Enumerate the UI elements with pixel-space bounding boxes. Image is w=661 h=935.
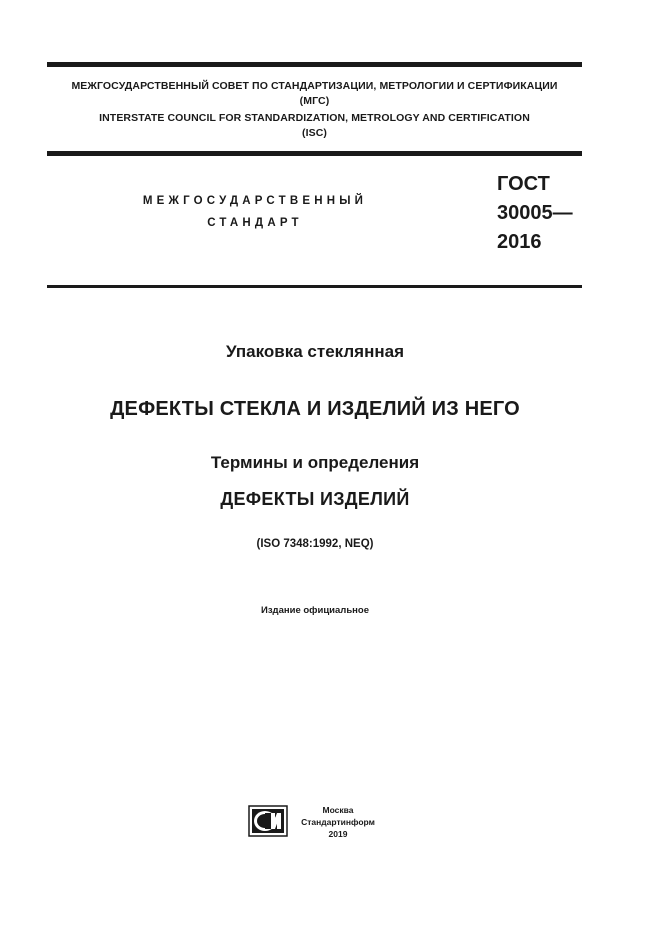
standartinform-logo-icon [248, 805, 288, 837]
standard-type [105, 190, 405, 234]
standard-type-line2: СТАНДАРТ [207, 217, 303, 229]
council-en [47, 111, 582, 141]
standard-designation [497, 170, 573, 257]
designation-year: 2016 [497, 231, 542, 253]
document-subtitle: Упаковка стеклянная [225, 342, 405, 361]
section-rule [47, 285, 582, 288]
designation-number: 30005— [497, 202, 573, 224]
document-part-title: ДЕФЕКТЫ ИЗДЕЛИЙ [220, 489, 410, 509]
council-ru-name: МЕЖГОСУДАРСТВЕННЫЙ СОВЕТ ПО СТАНДАРТИЗАЦИИ, МЕТРОЛОГИИ И СЕРТИФИКАЦИИ [71, 80, 558, 92]
iso-reference: (ISO 7348:1992, NEQ) [256, 538, 374, 550]
designation-prefix: ГОСТ [497, 173, 550, 195]
edition-label: Издание официальное [261, 605, 369, 616]
publisher-year: 2019 [328, 829, 348, 839]
publisher-block [298, 804, 378, 840]
document-title: ДЕФЕКТЫ СТЕКЛА И ИЗДЕЛИЙ ИЗ НЕГО [110, 398, 520, 420]
council-ru-abbr: (МГС) [299, 95, 330, 107]
council-en-abbr: (ISC) [302, 127, 327, 139]
top-rule [47, 62, 582, 67]
council-ru [47, 79, 582, 109]
council-en-name: INTERSTATE COUNCIL FOR STANDARDIZATION, METROLOGY AND CERTIFICATION [99, 112, 530, 124]
publisher-name: Стандартинформ [301, 817, 375, 827]
standard-type-line1: МЕЖГОСУДАРСТВЕННЫЙ [142, 195, 368, 207]
header-rule [47, 151, 582, 156]
publisher-city: Москва [322, 805, 354, 815]
document-subtitle-terms: Термины и определения [210, 453, 420, 472]
